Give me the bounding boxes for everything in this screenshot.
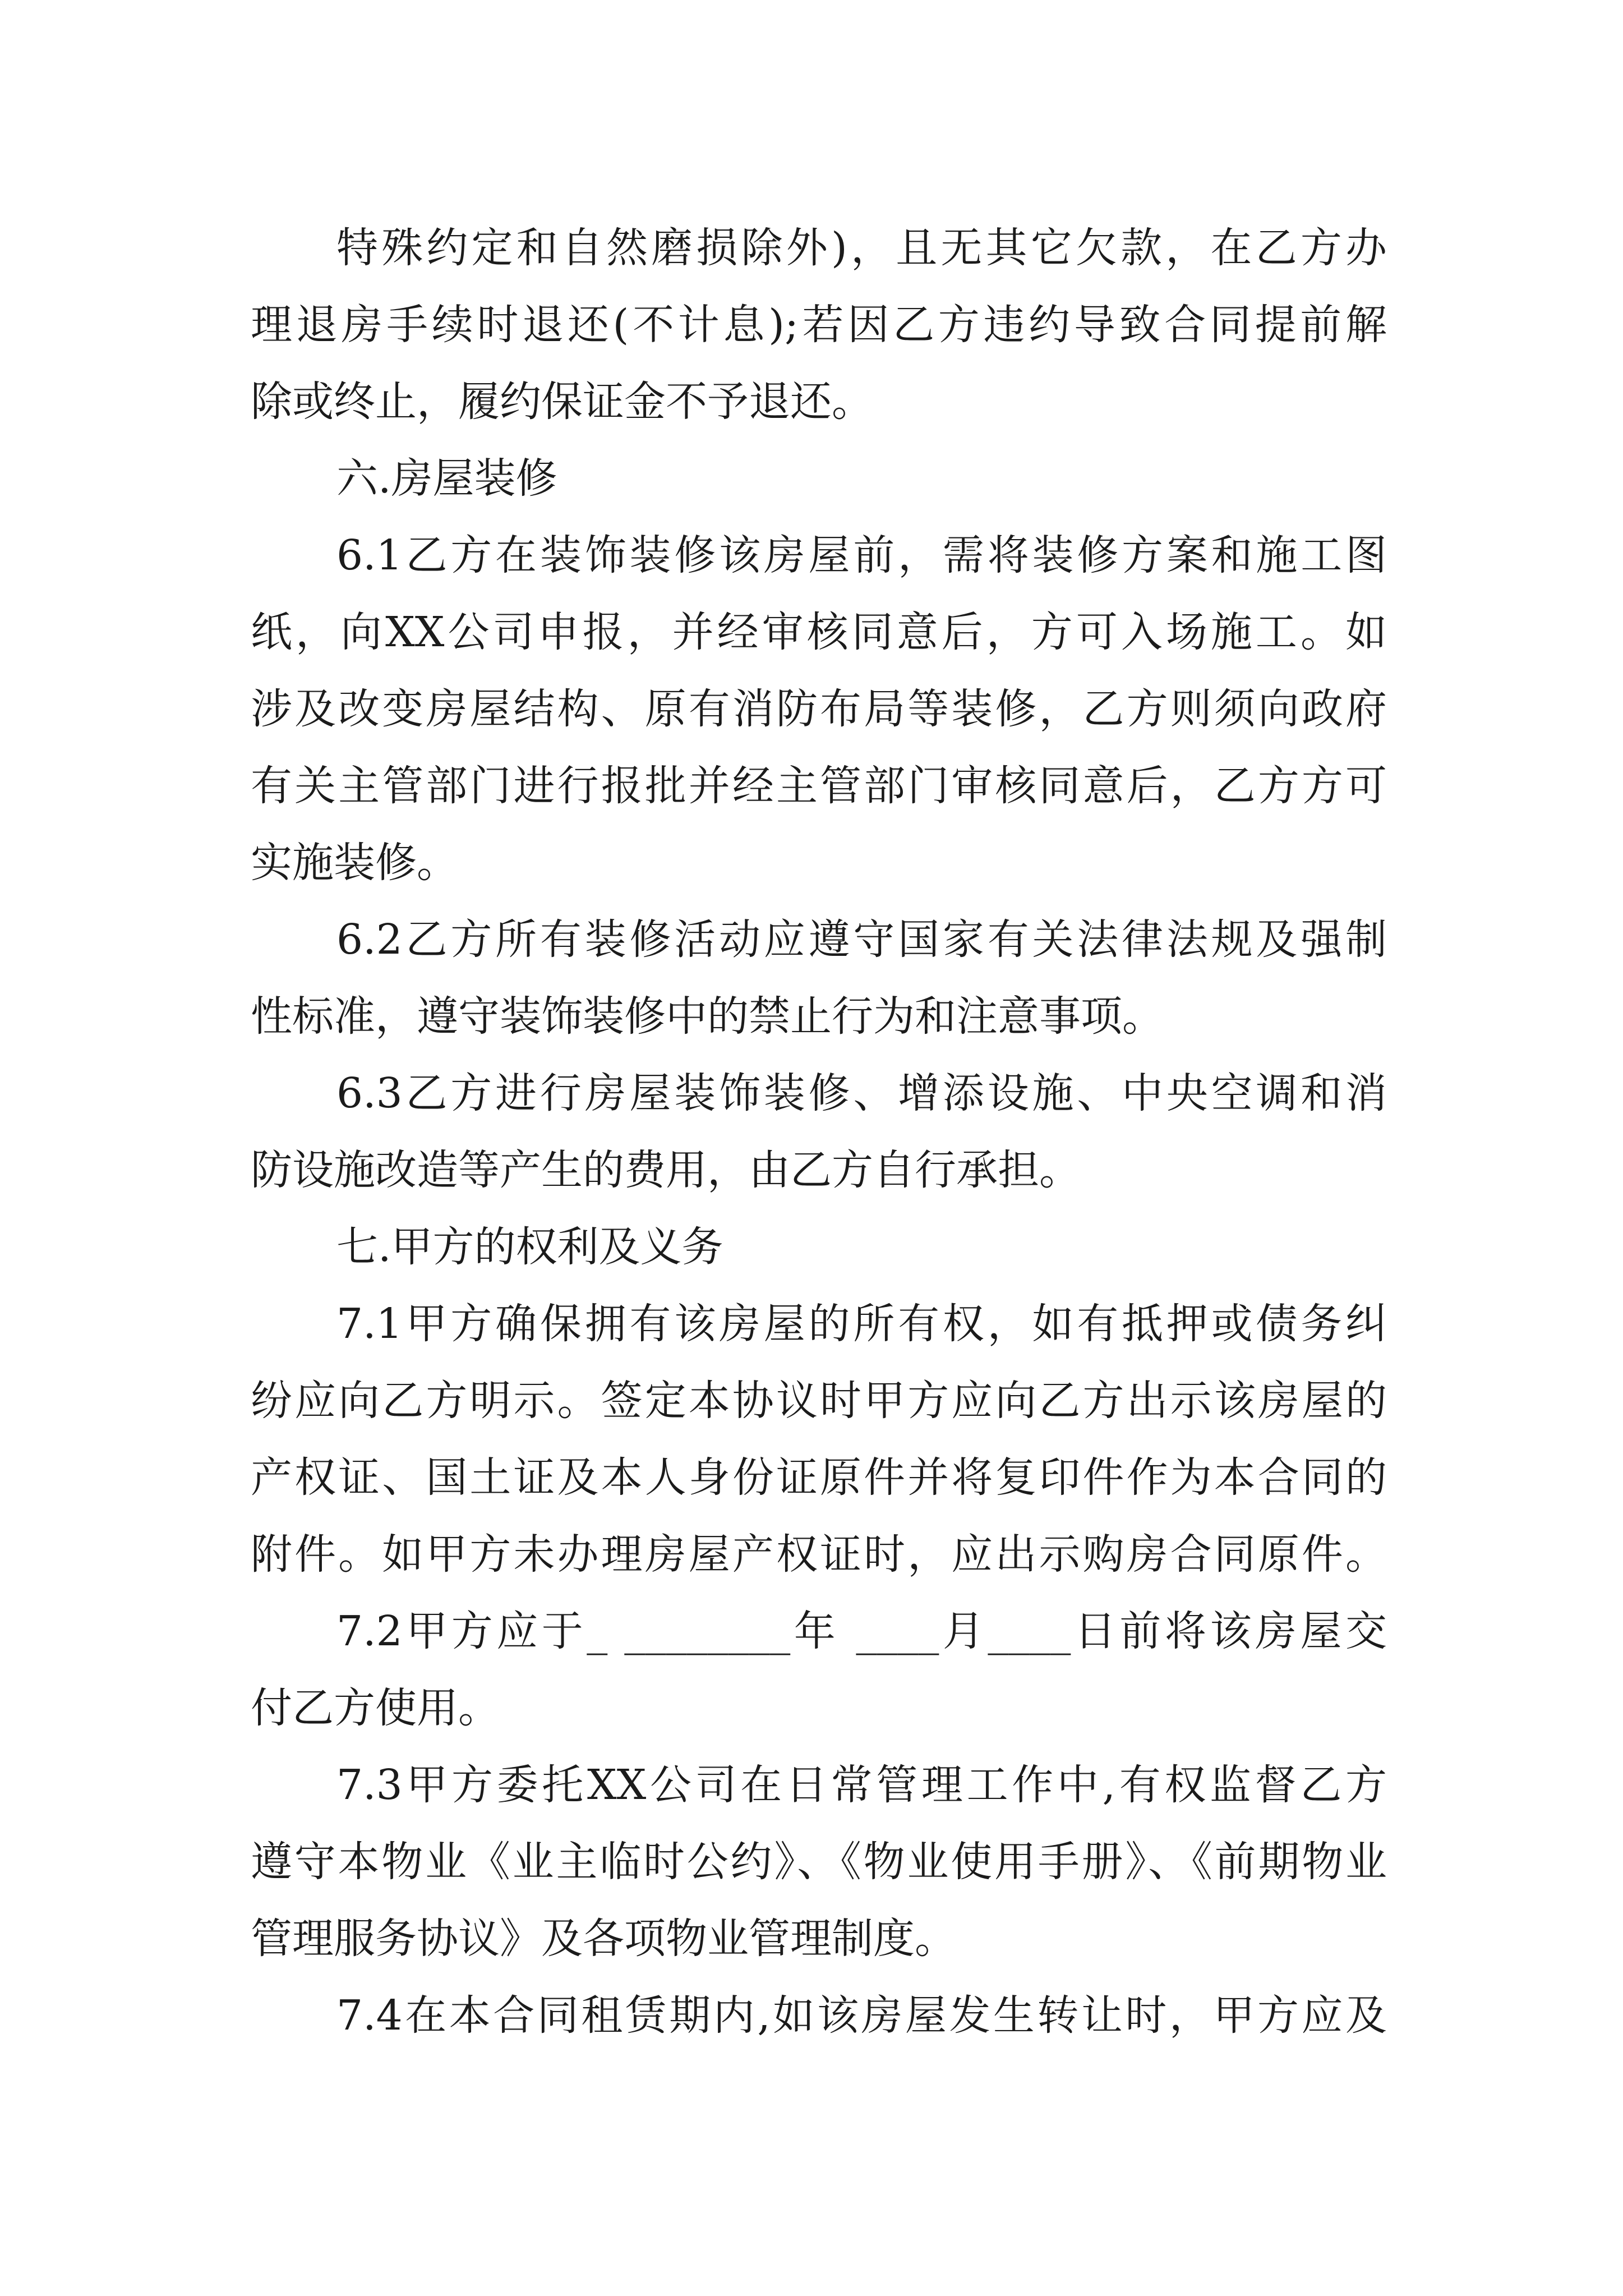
text-line: 7.4在本合同租赁期内,如该房屋发生转让时，甲方应及	[336, 1991, 1387, 2040]
section-heading: 七.甲方的权利及义务	[336, 1223, 723, 1271]
text-line: 管理服务协议》及各项物业管理制度。	[251, 1915, 956, 1963]
text-line: 7.1甲方确保拥有该房屋的所有权，如有抵押或债务纠	[336, 1300, 1387, 1348]
text-line: 6.1乙方在装饰装修该房屋前，需将装修方案和施工图	[336, 531, 1387, 579]
text-line: 7.3甲方委托XX公司在日常管理工作中,有权监督乙方	[336, 1761, 1387, 1809]
text-line: 除或终止，履约保证金不予退还。	[251, 378, 873, 426]
text-line: 附件。如甲方未办理房屋产权证时，应出示购房合同原件。	[251, 1530, 1387, 1579]
text-line: 6.3乙方进行房屋装饰装修、增添设施、中央空调和消	[336, 1069, 1387, 1117]
text-line: 实施装修。	[251, 839, 458, 887]
text-line: 性标准，遵守装饰装修中的禁止行为和注意事项。	[251, 992, 1164, 1041]
text-line: 付乙方使用。	[251, 1684, 500, 1732]
text-line: 特殊约定和自然磨损除外)，且无其它欠款，在乙方办	[336, 224, 1387, 272]
document-body	[251, 210, 1387, 2054]
text-line: 产权证、国土证及本人身份证原件并将复印件作为本合同的	[251, 1453, 1387, 1502]
text-line: 纸，向XX公司申报，并经审核同意后，方可入场施工。如	[251, 608, 1387, 656]
text-line: 7.2甲方应于_ ________年 ____月____日前将该房屋交	[336, 1607, 1387, 1655]
text-line: 防设施改造等产生的费用，由乙方自行承担。	[251, 1146, 1081, 1194]
text-line: 涉及改变房屋结构、原有消防布局等装修，乙方则须向政府	[251, 685, 1387, 733]
text-line: 纷应向乙方明示。签定本协议时甲方应向乙方出示该房屋的	[251, 1377, 1387, 1425]
text-line: 6.2乙方所有装修活动应遵守国家有关法律法规及强制	[336, 915, 1387, 964]
text-line: 理退房手续时退还(不计息);若因乙方违约导致合同提前解	[251, 301, 1387, 349]
text-line: 有关主管部门进行报批并经主管部门审核同意后，乙方方可	[251, 762, 1387, 810]
section-heading: 六.房屋装修	[336, 454, 557, 503]
text-line: 遵守本物业《业主临时公约》、《物业使用手册》、《前期物业	[251, 1838, 1387, 1886]
